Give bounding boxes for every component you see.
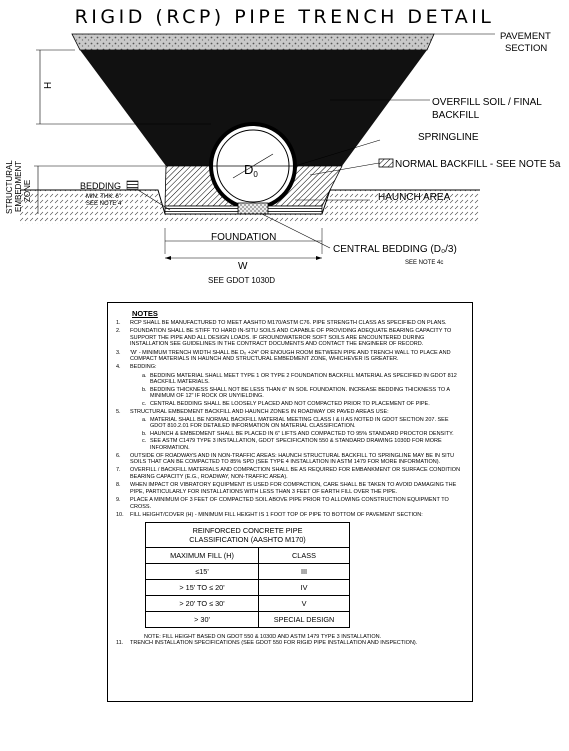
diameter-label: $D_0$	[244, 162, 258, 179]
rcp-class-table	[145, 522, 350, 628]
central-bedding	[238, 203, 268, 214]
struct-zone-label-2: EMBEDMENT	[14, 160, 23, 212]
note-4a: a. BEDDING MATERIAL SHALL MEET TYPE 1 OR TYPE 2 FOUNDATION BACKFILL MATERIAL AS SPECIFIED IN GDOT 812 BACKFILL MATERIALS.	[142, 372, 457, 386]
note-8: 8. WHEN IMPACT OR VIBRATORY EQUIPMENT IS USED FOR COMPACTION, CARE SHALL BE TAKEN TO AVOID DAMAGING THE PIPE, PARTICULARLY FOR INSTALLATIONS WITH LESS THAN 3 FEET OF EARTH FILL OVER THE PIPE.	[116, 482, 457, 495]
fill-height-note: NOTE: FILL HEIGHT BASED ON GDOT 550 & 1030D AND ASTM 1479 TYPE 3 INSTALLATION.	[144, 634, 382, 641]
note-2: 2. FOUNDATION SHALL BE STIFF TO HARD IN-SITU SOILS AND CAPABLE OF PROVIDING ADEQUATE BEARING CAPACITY TO SUPPORT THE PIPE AND ALL DESIGN LOADS. IF GROUNDWATEROR SOFT SOILS ARE ENCOUNTERED DURING INSTALLATION SEE GUIDELINES IN THE CONTRACT DOCUMENTS AND CONTACT THE ENGINEER OF RECORD.	[116, 328, 452, 348]
note-6: 6. OUTSIDE OF ROADWAYS AND IN NON-TRAFFIC AREAS: HAUNCH STRUCTURAL BACKFILL TO SPRINGLINE MAY BE IN SITU SOILS THAT CAN BE COMPACTED TO 85% SPD (SEE TYPE 4 INSTALLATION IN ASTM 1479 FOR MORE INFORMATION).	[116, 452, 455, 466]
trench-diagram	[0, 0, 569, 300]
central-bedding-label: CENTRAL BEDDING (D₀/3)	[333, 244, 457, 255]
note-7: 7. OVERFILL / BACKFILL MATERIALS AND COMPACTION SHALL BE AS REQUIRED FOR EMBANKMENT OR SURFACE CONDITION BEARING CAPACITY (E.G., ROADWAY, NON-TRAFFIC AREA).	[116, 467, 461, 481]
foundation-ground	[20, 214, 480, 224]
foundation-label: FOUNDATION	[211, 232, 277, 243]
struct-zone-label-1: STRUCTURAL	[5, 160, 14, 214]
note-9: 9. PLACE A MINIMUM OF 3 FEET OF COMPACTED SOIL ABOVE PIPE PRIOR TO ALLOWING CONSTRUCTION EQUIPMENT TO CROSS.	[116, 497, 449, 510]
note-4b: b. BEDDING THICKNESS SHALL NOT BE LESS THAN 6" IN SOIL FOUNDATION. INCREASE BEDDING THICKNESS TO A MINIMUM OF 12" IF ROCK OR UNYIELDING.	[142, 386, 450, 400]
col-header-class: CLASS	[259, 548, 350, 564]
note-5: 5. STRUCTURAL EMBEDMENT BACKFILL AND HAUNCH ZONES IN ROADWAY OR PAVED AREAS USE:	[116, 408, 389, 415]
see-gdot-1030d: SEE GDOT 1030D	[208, 276, 275, 285]
note-5a: a. MATERIAL SHALL BE NORMAL BACKFILL MATERIAL MEETING CLASS I & II AS NOTED IN GDOT SECTION 207. SEE GDOT 810.2.01 FOR DETAILED INFORMATION ON MATERIAL CLASSIFICATION.	[142, 416, 449, 430]
normal-backfill-label: NORMAL BACKFILL - SEE NOTE 5a	[395, 159, 561, 170]
table-row: > 15' TO ≤ 20' IV	[146, 580, 350, 596]
overfill-label-2: BACKFILL	[432, 110, 480, 121]
struct-zone-label-3: ZONE	[23, 179, 32, 202]
note-3: 3. 'W' - MINIMUM TRENCH WIDTH SHALL BE D₀ +24" OR ENOUGH ROOM BETWEEN PIPE AND TRENCH WALL TO PLACE AND COMPACT MATERIALS IN HAUNCH AND STRUCTURAL EMBEDMENT ZONE, WHICHEVER IS GREATER.	[116, 349, 451, 363]
note-4: 4. BEDDING:	[116, 364, 157, 371]
note-11: 11. TRENCH INSTALLATION SPECIFICATIONS (SEE GDOT 550 FOR RIGID PIPE INSTALLATION AND INSPECTION).	[116, 640, 418, 647]
table-row: ≤15' III	[146, 564, 350, 580]
haunch-label: HAUNCH AREA	[378, 192, 451, 203]
table-row: > 30' SPECIAL DESIGN	[146, 612, 350, 628]
note-5b: b. HAUNCH & EMBEDMENT SHALL BE PLACED IN 6" LIFTS AND COMPACTED TO 95% STANDARD PROCTOR DENSITY.	[142, 430, 454, 437]
bedding-label: BEDDING	[80, 181, 122, 191]
notes-heading: NOTES	[132, 309, 158, 318]
bedding-note-label: SEE NOTE 4	[86, 201, 122, 207]
pavement-section	[72, 34, 434, 50]
drawing-title: RIGID (RCP) PIPE TRENCH DETAIL	[74, 6, 495, 28]
note-10: 10. FILL HEIGHT/COVER (H) - MINIMUM FILL HEIGHT IS 1 FOOT TOP OF PIPE TO BOTTOM OF PAVEMENT SECTION:	[116, 511, 423, 518]
note-1: 1. RCP SHALL BE MANUFACTURED TO MEET AASHTO M170/ASTM C76. PIPE STRENGTH CLASS AS SPECIFIED ON PLANS.	[116, 320, 447, 326]
springline-label: SPRINGLINE	[418, 132, 479, 143]
see-note-4c: SEE NOTE 4c	[405, 260, 444, 266]
fill-height-label: H	[43, 81, 54, 89]
pavement-label-2: SECTION	[505, 43, 548, 54]
table-caption: REINFORCED CONCRETE PIPE CLASSIFICATION (AASHTO M170)	[146, 523, 350, 548]
bedding-min-label: MIN. THK. 6"	[86, 194, 122, 200]
table-row: > 20' TO ≤ 30' V	[146, 596, 350, 612]
note-4c: c. CENTRAL BEDDING SHALL BE LOOSELY PLACED AND NOT COMPACTED PRIOR TO PLACEMENT OF PIPE.	[142, 400, 430, 407]
pavement-label-1: PAVEMENT	[500, 31, 551, 42]
width-label: W	[238, 261, 248, 272]
note-5c: c. SEE ASTM C1479 TYPE 3 INSTALLATION, GDOT SPECIFICATION 550 & STANDARD DRAWING 1030D FOR MORE INFORMATION.	[142, 438, 442, 452]
col-header-fill: MAXIMUM FILL (H)	[146, 548, 259, 564]
notes-box	[107, 302, 473, 702]
overfill-label-1: OVERFILL SOIL / FINAL	[432, 97, 542, 108]
